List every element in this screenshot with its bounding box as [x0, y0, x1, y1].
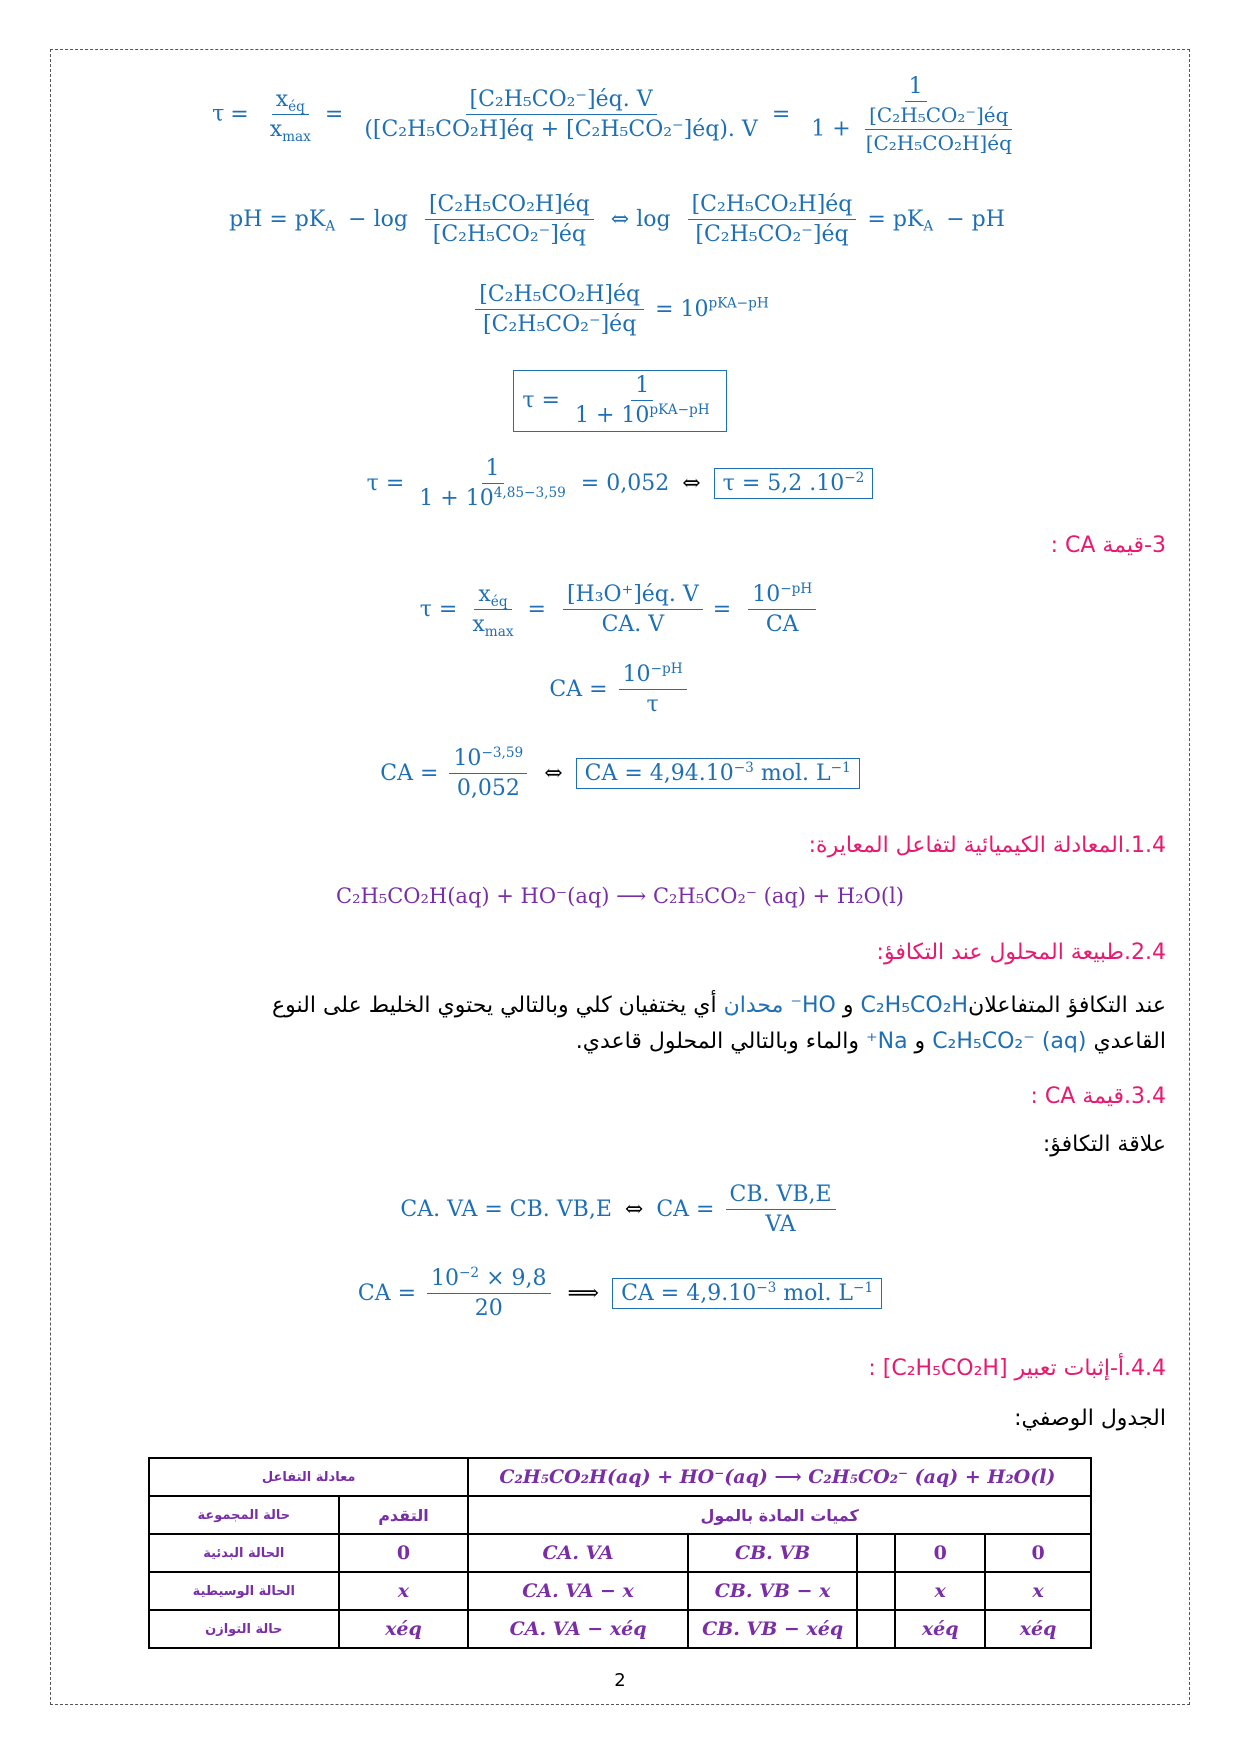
result-box-tau-value: τ = 5,2 $.10^{-2}$ [714, 468, 874, 499]
cell-base: CB. VB − xéq [688, 1610, 858, 1648]
fraction-ratio: $\frac{\text{[C₂H₅CO₂H]éq}}{\text{[C₂H₅CO₂⁻]éq}}$ [475, 282, 644, 338]
cell-product-2: xéq [985, 1610, 1091, 1648]
table-label: الجدول الوصفي: [1014, 1406, 1166, 1431]
result-box-ca-equivalence: CA = $4,9.10^{-3}$ mol. $L^{-1}$ [612, 1278, 882, 1309]
equation-ca-numeric: CA = $\frac{10^{-3,59}}{0,052}$ ⇔ CA = $4,94.10^{-3}$ mol. $L^{-1}$ [0, 746, 1240, 802]
advancement-table [148, 1457, 1092, 1649]
paragraph-line-1: عند التكافؤ المتفاعلانC₂H₅CO₂H و HO⁻ محدان أي يختفيان كلي وبالتالي يحتوي الخليط على النوع [272, 993, 1166, 1018]
heading-ca-value-2: 3.4.قيمة CA : [1030, 1084, 1166, 1109]
heading-solution-nature: 2.4.طبيعة المحلول عند التكافؤ: [876, 940, 1166, 965]
cell-acid: CA. VA − xéq [468, 1610, 687, 1648]
equation-ratio: $\frac{\text{[C₂H₅CO₂H]éq}}{\text{[C₂H₅CO₂⁻]éq}}$ = $10^{pKA-pH}$ [0, 282, 1240, 338]
cell-product-2: 0 [985, 1534, 1091, 1572]
cell-advance: xéq [339, 1610, 469, 1648]
equation-ph-relation: pH = $pK_A - \log$ $\frac{\text{[C₂H₅CO₂H]éq}}{\text{[C₂H₅CO₂⁻]éq}}$ ⇔ log $\frac{\text{[C₂H₅CO₂H]éq}}{\text{[C₂H₅CO₂⁻]éq}}$ = $pK_A$ − pH [229, 192, 1005, 248]
tau-symbol: τ [212, 101, 225, 127]
table-row-headers [149, 1496, 1091, 1534]
cell-product-1: 0 [895, 1534, 985, 1572]
equation-reaction: C₂H₅CO₂H(aq) + HO⁻(aq) ⟶ C₂H₅CO₂⁻ (aq) + H₂O(l) [336, 884, 904, 908]
cell-equation: C₂H₅CO₂H(aq) + HO⁻(aq) ⟶ C₂H₅CO₂⁻ (aq) + H₂O(l) [468, 1458, 1091, 1496]
equation-tau-definition: τ = $\frac{x_{éq}}{x_{max}}$ = $\frac{\text{[C₂H₅CO₂⁻]éq. V}}{\text{([C₂H₅CO₂H]éq + [C₂H₅CO₂⁻]éq). V}}$ = 1 1 + $\frac{\text{[C₂H₅CO₂⁻]éq}}{\text{[C₂H₅CO₂H]éq}}$ [0, 74, 1240, 155]
cell-state: الحالة الوسيطية [149, 1572, 339, 1610]
cell-product-2: x [985, 1572, 1091, 1610]
cell-state: حالة التوازن [149, 1610, 339, 1648]
cell-quantities-label: كميات المادة بالمول [468, 1496, 1091, 1534]
cell-base: CB. VB [688, 1534, 858, 1572]
cell-state-label: حالة المجموعة [149, 1496, 339, 1534]
table-row [149, 1610, 1091, 1648]
paragraph-equivalence-explanation [66, 988, 1166, 1060]
equation-tau-boxed [0, 370, 1240, 432]
paragraph-line-2: القاعدي C₂H₅CO₂⁻ (aq) و Na⁺ والماء وبالتالي المحلول قاعدي. [575, 1029, 1166, 1054]
equivalence-relation-label: علاقة التكافؤ: [1042, 1132, 1166, 1157]
cell-product-1: xéq [895, 1610, 985, 1648]
equation-equivalence-numeric: CA = $\frac{10^{-2} \times 9,8}{20}$ ⟹ CA = $4,9.10^{-3}$ mol. $L^{-1}$ [0, 1266, 1240, 1322]
fraction-x-eq-over-x-max: $\frac{x_{éq}}{x_{max}}$ [269, 86, 311, 145]
table-row-equation [149, 1458, 1091, 1496]
cell-product-1: x [895, 1572, 985, 1610]
cell-advance: x [339, 1572, 469, 1610]
result-box-tau: τ = $\frac{1}{1 + 10^{pKA-pH}}$ [513, 370, 726, 432]
fraction-acid-over-base-2: $\frac{\text{[C₂H₅CO₂H]éq}}{\text{[C₂H₅CO₂⁻]éq}}$ [688, 192, 857, 248]
cell-state: الحالة البدئية [149, 1534, 339, 1572]
table-row [149, 1572, 1091, 1610]
cell-water [857, 1534, 895, 1572]
equation-tau-numeric: τ = $\frac{1}{1 + 10^{4,85-3,59}}$ = 0,052 ⇔ τ = 5,2 $.10^{-2}$ [0, 456, 1240, 512]
table-row [149, 1534, 1091, 1572]
cell-equation-label: معادلة التفاعل [149, 1458, 468, 1496]
cell-acid: CA. VA [468, 1534, 687, 1572]
equation-equivalence: CA. VA = CB. VB,E ⇔ CA = $\frac{CB. VB,E}{VA}$ [0, 1182, 1240, 1238]
fraction-simplified: 1 1 + $\frac{\text{[C₂H₅CO₂⁻]éq}}{\text{[C₂H₅CO₂H]éq}}$ [811, 74, 1012, 156]
equation-ca-expression: CA = $\frac{10^{-pH}}{\tau}$ [0, 662, 1240, 718]
cell-base: CB. VB − x [688, 1572, 858, 1610]
fraction-acid-over-base: $\frac{\text{[C₂H₅CO₂H]éq}}{\text{[C₂H₅CO₂⁻]éq}}$ [425, 192, 594, 248]
fraction-concentrations: $\frac{\text{[C₂H₅CO₂⁻]éq. V}}{\text{([C₂H₅CO₂H]éq + [C₂H₅CO₂⁻]éq). V}}$ [364, 86, 758, 143]
cell-advance: 0 [339, 1534, 469, 1572]
page-number: 2 [614, 1670, 626, 1691]
heading-ca-value: 3-قيمة CA : [1050, 533, 1166, 558]
cell-water [857, 1610, 895, 1648]
cell-acid: CA. VA − x [468, 1572, 687, 1610]
equation-tau-h3o: τ = $\frac{x_{éq}}{x_{max}}$ = $\frac{\text{[H₃O⁺]éq. V}}{CA. V}$ = $\frac{10^{-pH}}{CA}$ [0, 582, 1240, 638]
heading-titration-equation: 1.4.المعادلة الكيميائية لتفاعل المعايرة: [808, 833, 1166, 858]
heading-expression-proof: 4.4.أ-إثبات تعبير [C₂H₅CO₂H] : [868, 1356, 1166, 1381]
cell-water [857, 1572, 895, 1610]
result-box-ca: CA = $4,94.10^{-3}$ mol. $L^{-1}$ [576, 758, 860, 789]
cell-advance-label: التقدم [339, 1496, 469, 1534]
